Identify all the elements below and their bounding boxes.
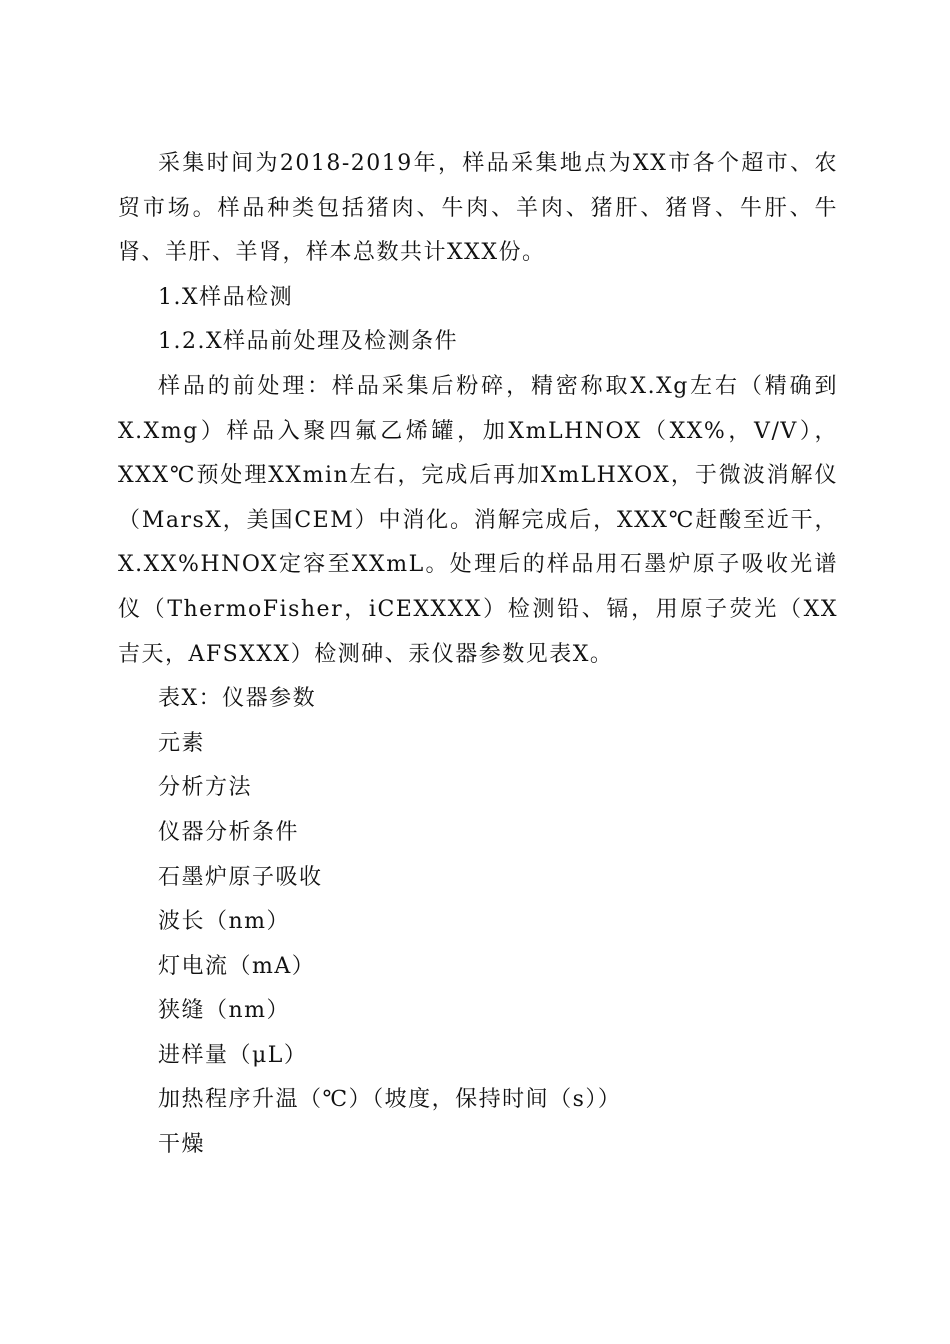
table-item-injection-volume: 进样量（μL） (158, 1042, 308, 1068)
table-item-slit: 狭缝（nm） (158, 998, 291, 1024)
intro-paragraph: 采集时间为2018-2019年，样品采集地点为XX市各个超市、农贸市场。样品种类包括猪肉、牛肉、羊肉、猪肝、猪肾、牛肝、牛肾、羊肝、羊肾，样本总数共计XXX份。 (118, 151, 838, 266)
table-item-heating-program: 加热程序升温（℃）（坡度，保持时间（s）） (158, 1087, 622, 1113)
subsection-heading: 1.2.X样品前处理及检测条件 (158, 329, 459, 355)
table-item-drying: 干燥 (158, 1132, 206, 1158)
document-body (118, 142, 838, 1168)
table-item-lamp-current: 灯电流（mA） (158, 953, 316, 979)
table-item-gfaas: 石墨炉原子吸收 (158, 864, 323, 890)
table-item-method: 分析方法 (158, 775, 253, 801)
table-caption: 表X：仪器参数 (158, 686, 317, 712)
table-item-conditions: 仪器分析条件 (158, 819, 300, 845)
section-heading: 1.X样品检测 (158, 284, 294, 310)
table-item-element: 元素 (158, 730, 206, 756)
pretreatment-paragraph: 样品的前处理：样品采集后粉碎，精密称取X.Xg左右（精确到X.Xmg）样品入聚四氟乙烯罐，加XmLHNOX（XX%，V/V），XXX℃预处理XXmin左右，完成后再加XmLHXOX，于微波消解仪（MarsX，美国CEM）中消化。消解完成后，XXX℃赶酸至近干，X.XX%HNOX定容至XXmL。处理后的样品用石墨炉原子吸收光谱仪（ThermoFisher，iCEXXXX）检测铅、镉，用原子荧光（XX吉天，AFSXXX）检测砷、汞仪器参数见表X。 (118, 373, 838, 667)
table-item-wavelength: 波长（nm） (158, 909, 291, 935)
